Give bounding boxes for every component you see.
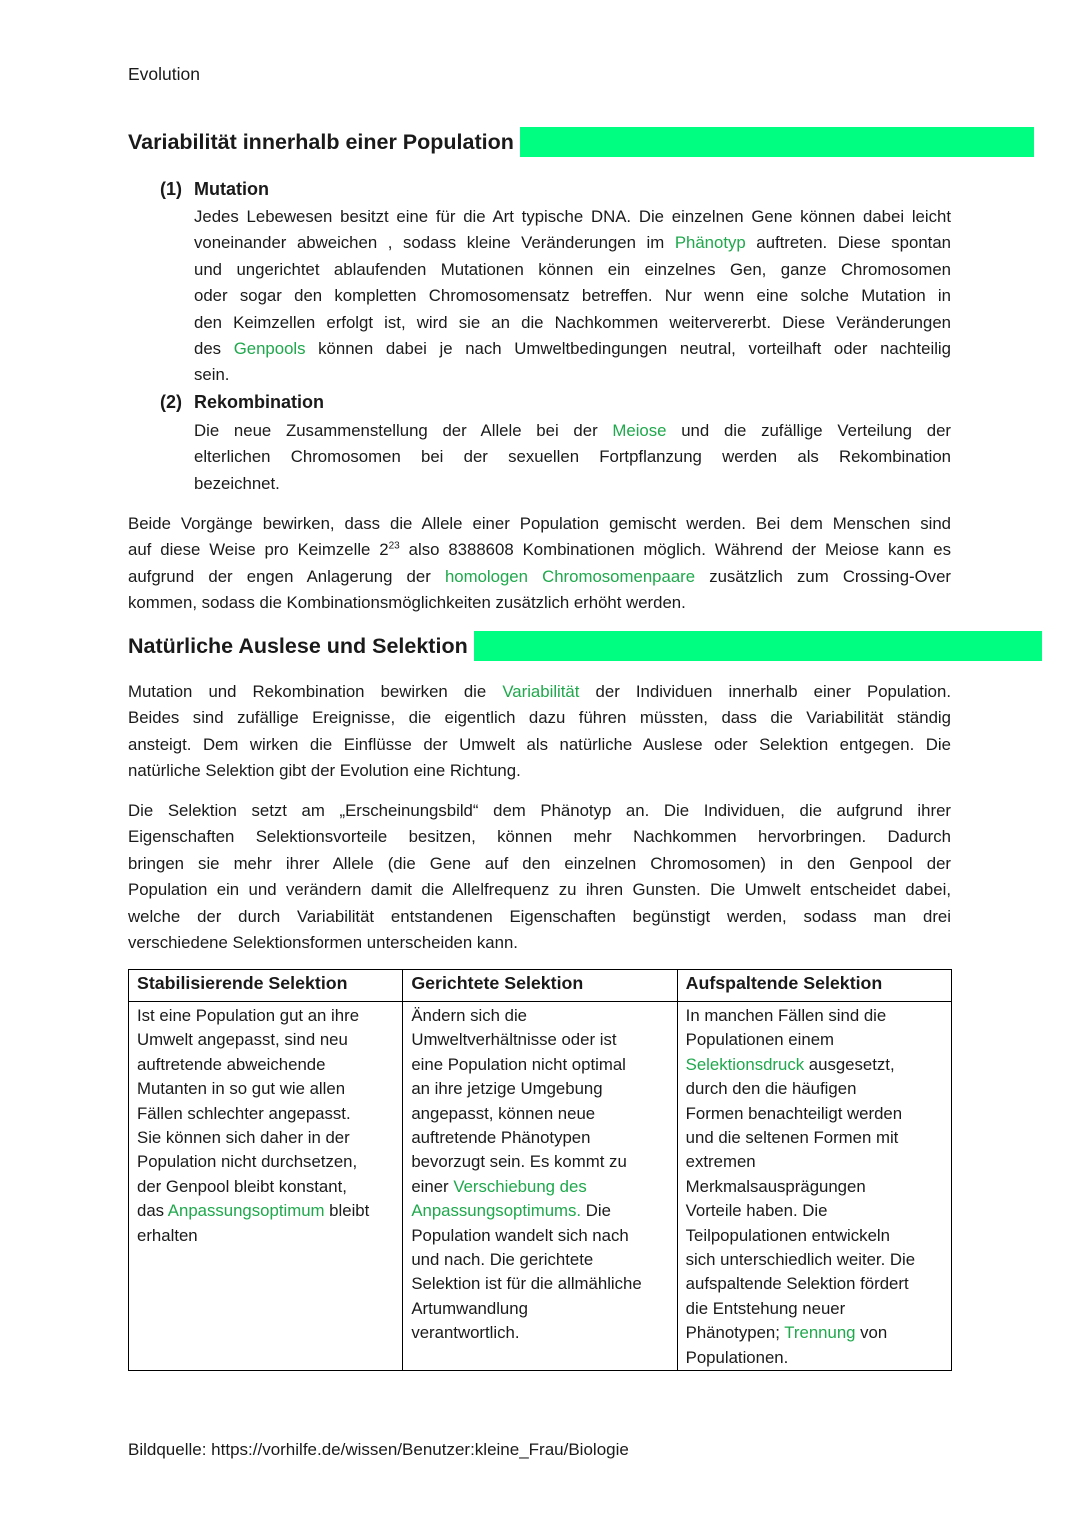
page-header: Evolution bbox=[128, 64, 200, 84]
link-term[interactable]: Anpassungsoptimums. bbox=[411, 1201, 582, 1221]
table-cell-aufspaltend: In manchen Fällen sind die Populationen einem Selektionsdruck ausgesetzt, durch den die häufigen Formen benachteiligt werden und die seltenen Formen mit extremen Merkmalsausprägungen Vorteile haben. Die Teilpopulationen entwickeln sich unterschiedlich weiter. Die aufspaltende Selektion fördert die Entstehung neuer Phänotypen; Trennung von Populationen. bbox=[677, 1002, 951, 1371]
text-line: Eigenschaften Selektionsvorteile besitzen, können mehr Nachkommen hervorbringen. Dadurch bbox=[128, 827, 951, 847]
section-title: Natürliche Auslese und Selektion bbox=[128, 633, 468, 658]
text-line: welche der durch Variabilität entstandenen Eigenschaften begünstigt werden, sodass man drei bbox=[128, 906, 951, 926]
highlight-bar bbox=[520, 127, 1034, 157]
text-line: des Genpools können dabei je nach Umweltbedingungen neutral, vorteilhaft oder nachteilig bbox=[194, 339, 951, 359]
text-line: kommen, sodass die Kombinationsmöglichkeiten zusätzlich erhöht werden. bbox=[128, 593, 686, 613]
link-term[interactable]: Phänotyp bbox=[674, 233, 746, 253]
list-number: (1) bbox=[160, 179, 182, 199]
text-line: natürliche Selektion gibt der Evolution eine Richtung. bbox=[128, 761, 521, 781]
link-term[interactable]: Selektionsdruck bbox=[685, 1054, 805, 1074]
link-term[interactable]: Verschiebung des bbox=[453, 1176, 587, 1196]
link-term[interactable]: Meiose bbox=[612, 421, 667, 440]
subsection-mutation bbox=[160, 179, 269, 200]
text-line: Population ein und verändern damit die Allelfrequenz zu ihren Gunsten. Die Umwelt entscheidet dabei, bbox=[128, 880, 951, 900]
table-row bbox=[129, 1002, 952, 1371]
column-header: Stabilisierende Selektion bbox=[129, 970, 403, 1002]
table-header-row bbox=[129, 970, 952, 1002]
text-line: den Keimzellen erfolgt ist, wird sie an die Nachkommen weitervererbt. Diese Veränderungen bbox=[194, 312, 951, 332]
text-line: oder sogar den kompletten Chromosomensatz betreffen. Nur wenn eine solche Mutation in bbox=[194, 286, 951, 306]
subsection-rekombination bbox=[160, 392, 324, 413]
selection-paragraph-1 bbox=[128, 679, 951, 785]
subsection-title: Rekombination bbox=[194, 392, 325, 412]
link-term[interactable]: Anpassungsoptimum bbox=[167, 1201, 325, 1221]
text-line: bezeichnet. bbox=[194, 473, 280, 493]
link-term[interactable]: Trennung bbox=[784, 1323, 856, 1343]
column-header: Aufspaltende Selektion bbox=[677, 970, 951, 1002]
text-line: bringen sie mehr ihrer Allele (die Gene auf den einzelnen Chromosomen) in den Genpool der bbox=[128, 853, 951, 873]
list-number: (2) bbox=[160, 392, 182, 412]
section-heading-variability bbox=[128, 127, 1034, 157]
text-line: verschiedene Selektionsformen unterscheiden kann. bbox=[128, 933, 518, 953]
subsection-title: Mutation bbox=[194, 179, 269, 199]
highlight-bar bbox=[474, 631, 1042, 661]
rekombination-paragraph bbox=[194, 418, 951, 497]
text-line: voneinander abweichen , sodass kleine Veränderungen im Phänotyp auftreten. Diese spontan bbox=[194, 233, 951, 253]
column-header: Gerichtete Selektion bbox=[403, 970, 677, 1002]
selection-types-table bbox=[128, 969, 952, 1371]
text-line: Die Selektion setzt am „Erscheinungsbild“ dem Phänotyp an. Die Individuen, die aufgrund ihrer bbox=[128, 801, 951, 820]
text-line: Jedes Lebewesen besitzt eine für die Art typische DNA. Die einzelnen Gene können dabei leicht bbox=[194, 207, 951, 226]
mutation-paragraph bbox=[194, 204, 951, 389]
link-term[interactable]: homologen Chromosomenpaare bbox=[444, 566, 696, 586]
text-line: Mutation und Rekombination bewirken die Variabilität der Individuen innerhalb einer Population. bbox=[128, 682, 951, 701]
link-term[interactable]: Variabilität bbox=[502, 682, 580, 701]
text-line: ansteigt. Dem wirken die Einflüsse der Umwelt als natürliche Auslese oder Selektion entgegen. Die bbox=[128, 734, 951, 754]
table-cell-gerichtet: Ändern sich die Umweltverhältnisse oder ist eine Population nicht optimal an ihre jetzige Umgebung angepasst, können neue auftretende Phänotypen bevorzugt sein. Es kommt zu einer Verschiebung des Anpassungsoptimums. Die Population wandelt sich nach und nach. Die gerichtete Selektion ist für die allmähliche Artumwandlung verantwortlich. bbox=[403, 1002, 677, 1371]
text-line: sein. bbox=[194, 365, 230, 385]
link-term[interactable]: Genpools bbox=[233, 339, 306, 359]
section-heading-selection bbox=[128, 631, 1042, 661]
text-line: elterlichen Chromosomen bei der sexuellen Fortpflanzung werden als Rekombination bbox=[194, 447, 951, 467]
text-line: Beides sind zufällige Ereignisse, die eigentlich dazu führen müssten, dass die Variabilität ständig bbox=[128, 708, 951, 728]
text-line: Beide Vorgänge bewirken, dass die Allele einer Population gemischt werden. Bei dem Menschen sind bbox=[128, 514, 951, 533]
selection-paragraph-2 bbox=[128, 798, 951, 956]
summary-paragraph bbox=[128, 511, 951, 617]
section-title: Variabilität innerhalb einer Population bbox=[128, 129, 514, 154]
text-line: aufgrund der engen Anlagerung der homologen Chromosomenpaare zusätzlich zum Crossing-Over bbox=[128, 566, 951, 586]
image-source-footer: Bildquelle: https://vorhilfe.de/wissen/Benutzer:kleine_Frau/Biologie bbox=[128, 1440, 629, 1459]
table-cell-stabilisierend: Ist eine Population gut an ihre Umwelt angepasst, sind neu auftretende abweichende Mutanten in so gut wie allen Fällen schlechter angepasst. Sie können sich daher in der Population nicht durchsetzen, der Genpool bleibt konstant, das Anpassungsoptimum bleibt erhalten bbox=[129, 1002, 403, 1371]
text-line: und ungerichtet ablaufenden Mutationen können ein einzelnes Gen, ganze Chromosomen bbox=[194, 259, 951, 279]
text-line: Die neue Zusammenstellung der Allele bei der Meiose und die zufällige Verteilung der bbox=[194, 421, 951, 440]
text-line: auf diese Weise pro Keimzelle $2^{23}$ also 8388608 Kombinationen möglich. Während der Meiose kann es bbox=[128, 540, 951, 560]
